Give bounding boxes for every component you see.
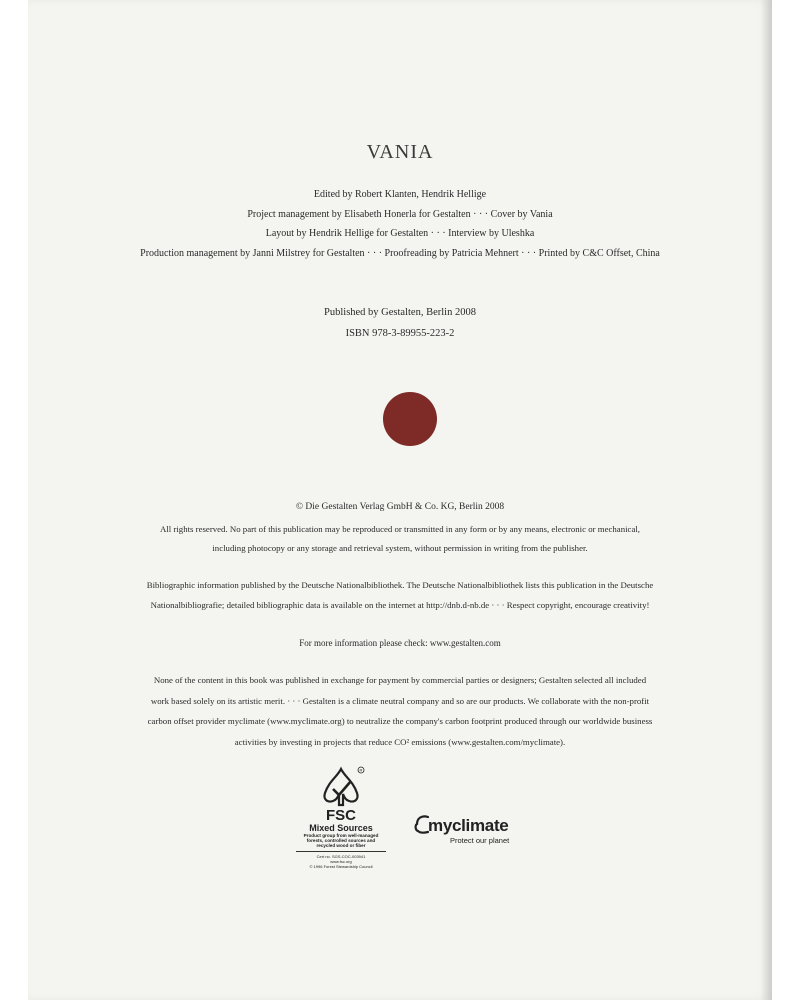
more-info-line: For more information please check: www.gestalten.com xyxy=(299,638,501,648)
fsc-tree-check-icon xyxy=(284,765,398,807)
bibliographic-line-1: Bibliographic information published by the Deutsche Nationalbibliothek. The Deutsche Nationalbibliothek lists this publication in the Deutsche xyxy=(146,580,654,590)
myclimate-tagline: Protect our planet xyxy=(450,836,510,845)
climate-line-4: activities by investing in projects that reduce CO² emissions (www.gestalten.com/myclimate). xyxy=(234,737,566,747)
isbn-line: ISBN 978-3-89955-223-2 xyxy=(345,328,455,339)
svg-text:R: R xyxy=(359,767,363,773)
red-circle-mark xyxy=(383,392,437,446)
fsc-desc-1: Product group from well-managed xyxy=(303,833,379,838)
climate-line-2: work based solely on its artistic merit. · · · Gestalten is a climate neutral company and so are our products. We collaborate with the non-profit xyxy=(150,696,650,706)
fsc-divider xyxy=(296,851,386,852)
myclimate-name: myclimate xyxy=(428,816,509,835)
credit-line-1: Edited by Robert Klanten, Hendrik Hellige xyxy=(313,189,487,200)
climate-line-3: carbon offset provider myclimate (www.myclimate.org) to neutralize the company's carbon footprint produced through our worldwide business xyxy=(147,716,653,726)
credit-line-4: Production management by Janni Milstrey for Gestalten · · · Proofreading by Patricia Mehnert · · · Printed by C&C Offset, China xyxy=(140,248,660,259)
credit-line-2: Project management by Elisabeth Honerla for Gestalten · · · Cover by Vania xyxy=(247,209,553,220)
fsc-url: www.fsc.org xyxy=(330,859,352,864)
climate-line-1: None of the content in this book was published in exchange for payment by commercial parties or designers; Gestalten selected all included xyxy=(153,675,647,685)
fsc-logo xyxy=(284,765,398,880)
fsc-cert: Cert no. SGS-COC-003941 xyxy=(316,854,366,859)
fsc-mixed-sources: Mixed Sources xyxy=(309,823,373,833)
fsc-desc-3: recycled wood or fiber xyxy=(316,843,366,848)
rights-line-2: including photocopy or any storage and retrieval system, without permission in writing from the publisher. xyxy=(212,543,588,553)
copyright-line: © Die Gestalten Verlag GmbH & Co. KG, Berlin 2008 xyxy=(295,502,505,512)
bibliographic-line-2: Nationalbibliografie; detailed bibliographic data is available on the internet at http://dnb.d-nb.de · · · Respect copyright, encourage creativity! xyxy=(150,600,650,610)
published-line: Published by Gestalten, Berlin 2008 xyxy=(324,307,476,318)
fsc-council: © 1996 Forest Stewardship Council xyxy=(309,864,373,869)
book-title: VANIA xyxy=(366,141,434,163)
fsc-desc-2: forests, controlled sources and xyxy=(306,838,376,843)
rights-line-1: All rights reserved. No part of this publication may be reproduced or transmitted in any form or by any means, electronic or mechanical, xyxy=(159,524,640,534)
fsc-name: FSC xyxy=(326,807,356,824)
credit-line-3: Layout by Hendrik Hellige for Gestalten · · · Interview by Uleshka xyxy=(265,228,535,239)
